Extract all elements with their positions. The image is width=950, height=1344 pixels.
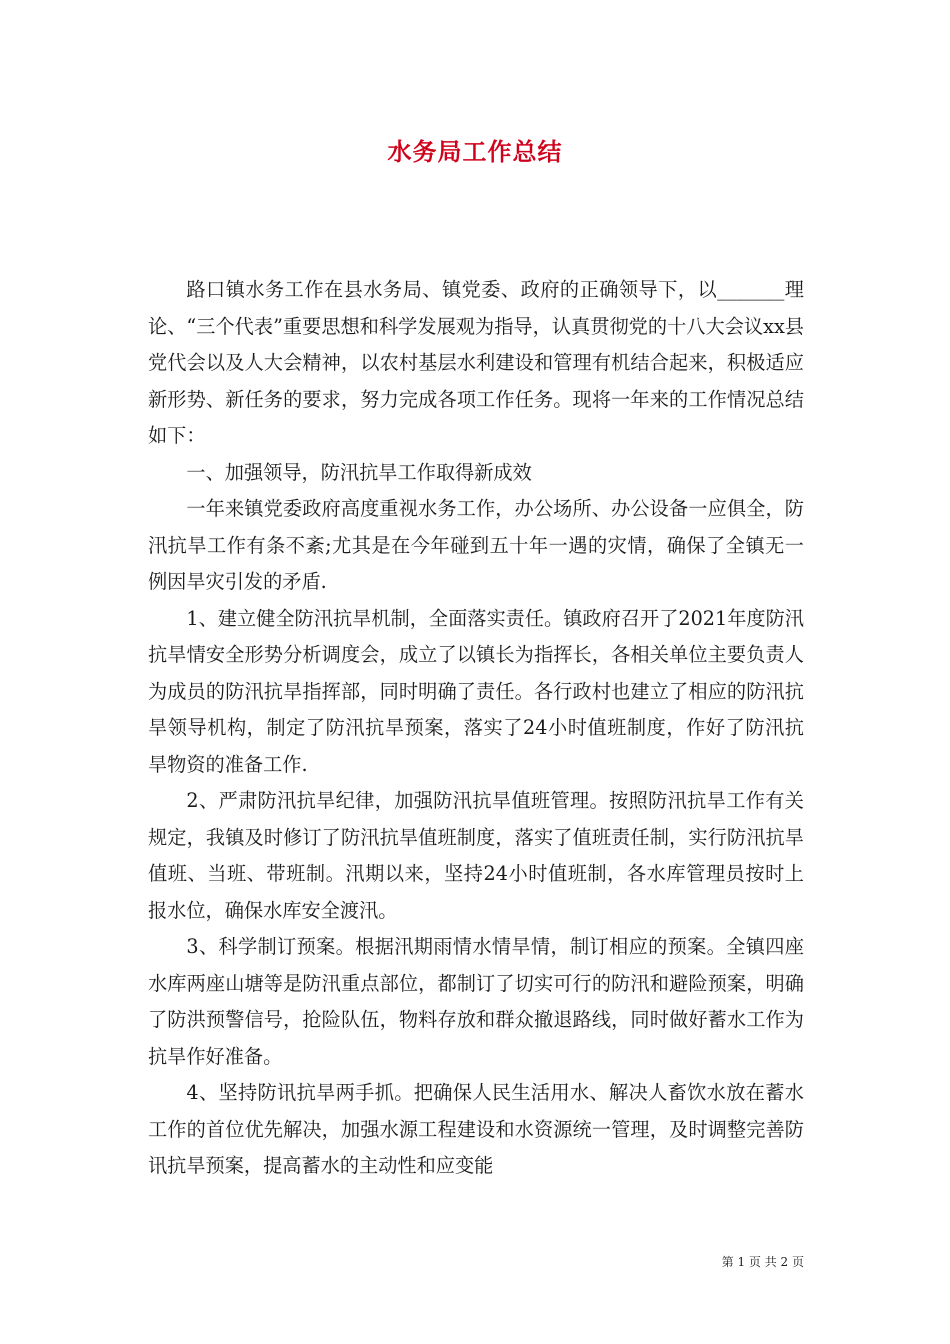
document-body — [148, 272, 804, 1185]
paragraph-item-2: 2、严肃防汛抗旱纪律，加强防汛抗旱值班管理。按照防汛抗旱工作有关规定，我镇及时修订了防汛抗旱值班制度，落实了值班责任制，实行防汛抗旱值班、当班、带班制。汛期以来，坚持24小时值班制，各水库管理员按时上报水位，确保水库安全渡汛。 — [148, 789, 804, 922]
document-title: 水务局工作总结 — [387, 137, 563, 166]
section-heading: 一、加强领导，防汛抗旱工作取得新成效 — [186, 460, 532, 484]
paragraph-item-3: 3、科学制订预案。根据汛期雨情水情旱情，制订相应的预案。全镇四座水库两座山塘等是防汛重点部位，都制订了切实可行的防汛和避险预案，明确了防洪预警信号，抢险队伍，物料存放和群众撤退路线，同时做好蓄水工作为抗旱作好准备。 — [148, 935, 804, 1068]
paragraph-item-4: 4、坚持防讯抗旱两手抓。把确保人民生活用水、解决人畜饮水放在蓄水工作的首位优先解决，加强水源工程建设和水资源统一管理，及时调整完善防讯抗旱预案，提高蓄水的主动性和应变能 — [148, 1081, 804, 1177]
paragraph-item-1: 1、建立健全防汛抗旱机制，全面落实责任。镇政府召开了2021年度防汛抗旱情安全形势分析调度会，成立了以镇长为指挥长，各相关单位主要负责人为成员的防汛抗旱指挥部，同时明确了责任。各行政村也建立了相应的防汛抗旱领导机构，制定了防汛抗旱预案，落实了24小时值班制度，作好了防汛抗旱物资的准备工作. — [148, 606, 804, 776]
paragraph-overview: 一年来镇党委政府高度重视水务工作，办公场所、办公设备一应俱全，防汛抗旱工作有条不紊;尤其是在今年碰到五十年一遇的灾情，确保了全镇无一例因旱灾引发的矛盾. — [148, 497, 804, 593]
page-number: 第 1 页 共 2 页 — [721, 1255, 804, 1269]
paragraph-intro: 路口镇水务工作在县水务局、镇党委、政府的正确领导下，以_______理论、“三个代表”重要思想和科学发展观为指导，认真贯彻党的十八大会议xx县党代会以及人大会精神，以农村基层水利建设和管理有机结合起来，积极适应新形势、新任务的要求，努力完成各项工作任务。现将一年来的工作情况总结如下： — [148, 278, 804, 447]
